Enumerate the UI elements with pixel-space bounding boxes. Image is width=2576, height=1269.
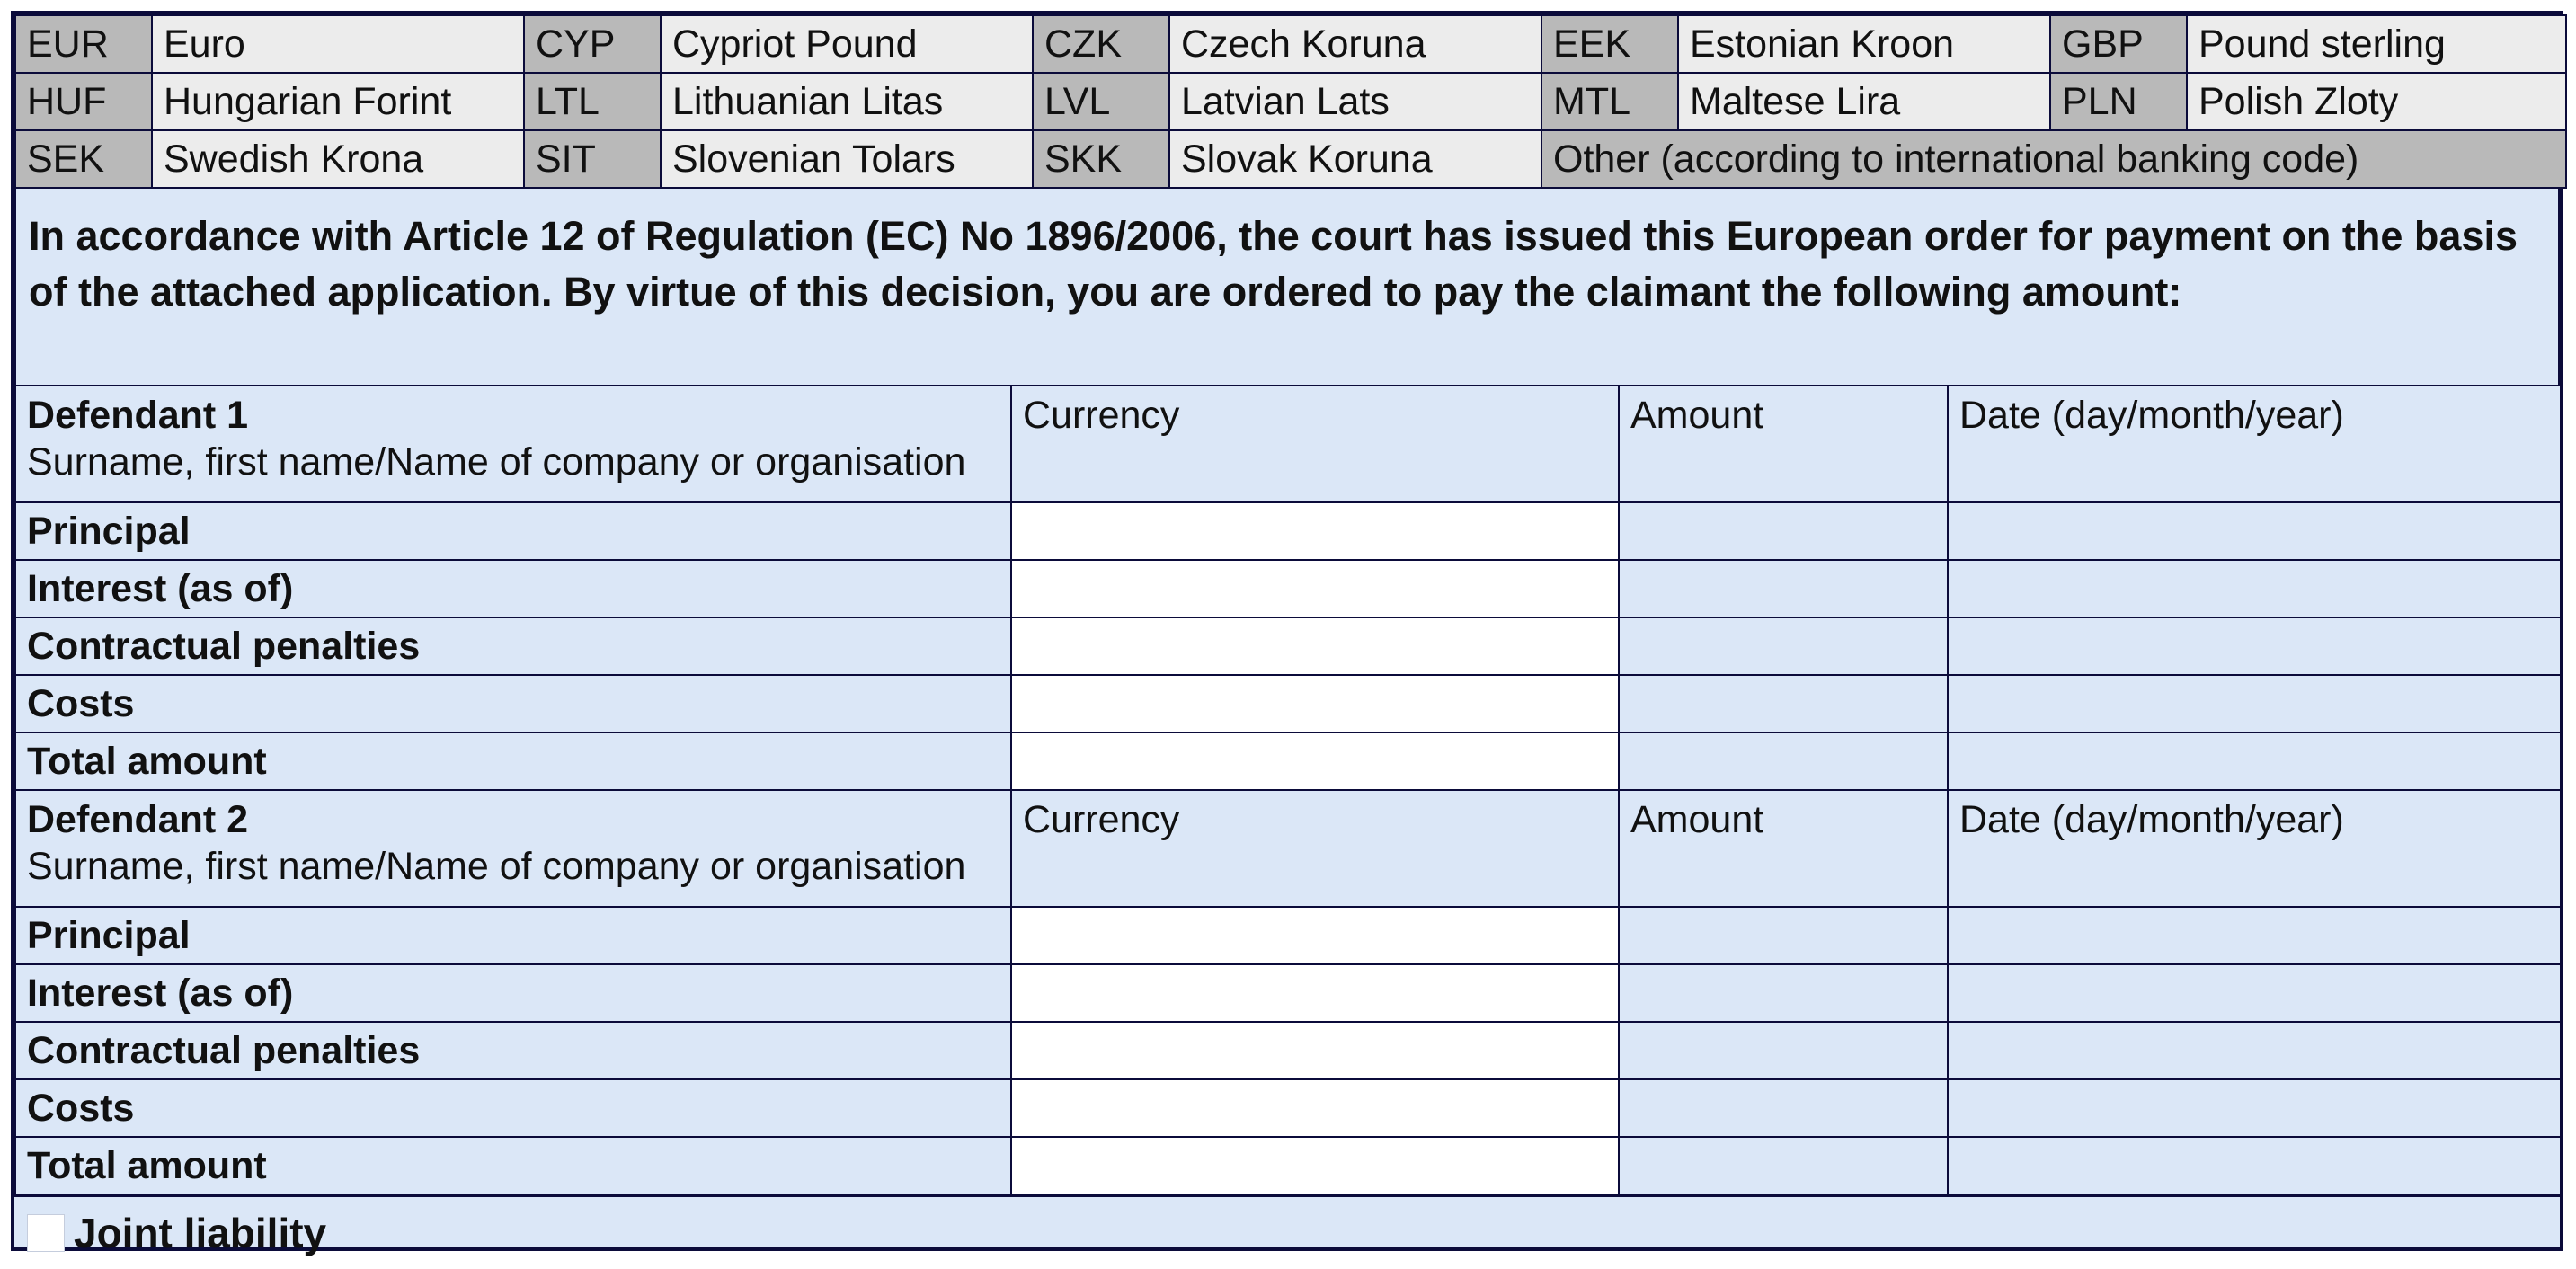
- defendant-2-subtitle: Surname, first name/Name of company or organisation: [27, 845, 966, 888]
- date-field[interactable]: [1948, 617, 2561, 675]
- amount-field[interactable]: [1619, 1137, 1948, 1194]
- date-field[interactable]: [1948, 675, 2561, 732]
- currency-code: HUF: [15, 73, 152, 130]
- amount-field[interactable]: [1619, 617, 1948, 675]
- currency-code: SIT: [524, 130, 661, 188]
- date-field[interactable]: [1948, 1137, 2561, 1194]
- currency-name: Euro: [152, 15, 524, 73]
- joint-liability-row: [14, 1195, 2560, 1269]
- currency-code: SKK: [1033, 130, 1169, 188]
- currency-code: GBP: [2050, 15, 2187, 73]
- currency-code: SEK: [15, 130, 152, 188]
- row-label-principal: Principal: [15, 502, 1011, 560]
- defendant-1-title-cell: [15, 386, 1011, 502]
- date-field[interactable]: [1948, 560, 2561, 617]
- currency-field[interactable]: [1011, 1022, 1619, 1079]
- row-label-contractual-penalties: Contractual penalties: [15, 1022, 1011, 1079]
- currency-name: Pound sterling: [2187, 15, 2566, 73]
- currency-field[interactable]: [1011, 560, 1619, 617]
- payment-order-form: [11, 11, 2563, 1256]
- currency-code: CZK: [1033, 15, 1169, 73]
- amount-field[interactable]: [1619, 1079, 1948, 1137]
- date-field[interactable]: [1948, 502, 2561, 560]
- currency-name: Swedish Krona: [152, 130, 524, 188]
- table-row: [15, 964, 2561, 1022]
- table-row: [15, 560, 2561, 617]
- defendant-1-header: [15, 386, 2561, 502]
- joint-liability-label: Joint liability: [74, 1210, 327, 1256]
- currency-row: [15, 130, 2566, 188]
- currency-row: [15, 73, 2566, 130]
- defendant-2-title: Defendant 2: [27, 798, 249, 841]
- date-column-header: Date (day/month/year): [1948, 386, 2561, 502]
- currency-column-header: Currency: [1011, 386, 1619, 502]
- date-field[interactable]: [1948, 964, 2561, 1022]
- defendant-2-title-cell: [15, 790, 1011, 907]
- amount-field[interactable]: [1619, 1022, 1948, 1079]
- amount-field[interactable]: [1619, 732, 1948, 790]
- table-row: [15, 1079, 2561, 1137]
- amounts-table: [14, 385, 2562, 1195]
- currency-name: Cypriot Pound: [661, 15, 1033, 73]
- amount-field[interactable]: [1619, 964, 1948, 1022]
- currency-row: [15, 15, 2566, 73]
- currency-name: Latvian Lats: [1169, 73, 1541, 130]
- other-currency-label: Other (according to international banking code): [1541, 130, 2566, 188]
- amount-column-header: Amount: [1619, 790, 1948, 907]
- currency-code: MTL: [1541, 73, 1678, 130]
- currency-field[interactable]: [1011, 617, 1619, 675]
- date-field[interactable]: [1948, 732, 2561, 790]
- currency-code: EEK: [1541, 15, 1678, 73]
- amount-field[interactable]: [1619, 560, 1948, 617]
- table-row: [15, 1022, 2561, 1079]
- currency-field[interactable]: [1011, 502, 1619, 560]
- currency-legend-table: [14, 14, 2567, 189]
- order-statement: In accordance with Article 12 of Regulation (EC) No 1896/2006, the court has issued this European order for payment on the basis of the attached application. By virtue of this decision, you are ordered to pay the claimant the following amount:: [14, 189, 2560, 385]
- currency-name: Slovak Koruna: [1169, 130, 1541, 188]
- currency-code: LVL: [1033, 73, 1169, 130]
- currency-field[interactable]: [1011, 964, 1619, 1022]
- row-label-total-amount: Total amount: [15, 732, 1011, 790]
- currency-code: PLN: [2050, 73, 2187, 130]
- row-label-contractual-penalties: Contractual penalties: [15, 617, 1011, 675]
- row-label-total-amount: Total amount: [15, 1137, 1011, 1194]
- date-field[interactable]: [1948, 1079, 2561, 1137]
- amount-column-header: Amount: [1619, 386, 1948, 502]
- currency-field[interactable]: [1011, 1137, 1619, 1194]
- currency-field[interactable]: [1011, 732, 1619, 790]
- row-label-interest: Interest (as of): [15, 964, 1011, 1022]
- table-row: [15, 732, 2561, 790]
- currency-name: Czech Koruna: [1169, 15, 1541, 73]
- joint-liability-checkbox[interactable]: [27, 1214, 65, 1252]
- table-row: [15, 502, 2561, 560]
- table-row: [15, 675, 2561, 732]
- date-column-header: Date (day/month/year): [1948, 790, 2561, 907]
- currency-name: Maltese Lira: [1678, 73, 2050, 130]
- currency-field[interactable]: [1011, 1079, 1619, 1137]
- defendant-2-header: [15, 790, 2561, 907]
- currency-name: Slovenian Tolars: [661, 130, 1033, 188]
- defendant-1-title: Defendant 1: [27, 394, 249, 437]
- amount-field[interactable]: [1619, 675, 1948, 732]
- currency-code: EUR: [15, 15, 152, 73]
- currency-name: Hungarian Forint: [152, 73, 524, 130]
- row-label-costs: Costs: [15, 675, 1011, 732]
- table-row: [15, 1137, 2561, 1194]
- currency-name: Estonian Kroon: [1678, 15, 2050, 73]
- table-row: [15, 907, 2561, 964]
- currency-code: LTL: [524, 73, 661, 130]
- row-label-principal: Principal: [15, 907, 1011, 964]
- currency-code: CYP: [524, 15, 661, 73]
- currency-name: Lithuanian Litas: [661, 73, 1033, 130]
- currency-field[interactable]: [1011, 675, 1619, 732]
- table-row: [15, 617, 2561, 675]
- currency-field[interactable]: [1011, 907, 1619, 964]
- defendant-1-subtitle: Surname, first name/Name of company or organisation: [27, 440, 966, 484]
- currency-name: Polish Zloty: [2187, 73, 2566, 130]
- amount-field[interactable]: [1619, 502, 1948, 560]
- date-field[interactable]: [1948, 1022, 2561, 1079]
- currency-column-header: Currency: [1011, 790, 1619, 907]
- row-label-interest: Interest (as of): [15, 560, 1011, 617]
- amount-field[interactable]: [1619, 907, 1948, 964]
- row-label-costs: Costs: [15, 1079, 1011, 1137]
- date-field[interactable]: [1948, 907, 2561, 964]
